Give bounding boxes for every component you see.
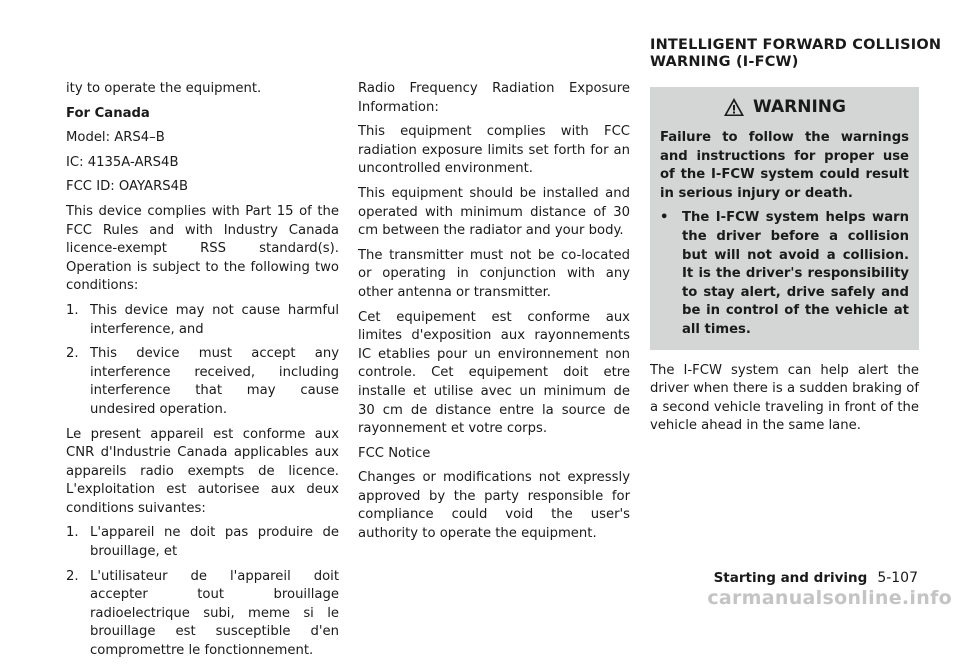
warning-bullet: [660, 209, 909, 339]
page-footer: [714, 570, 918, 586]
footer-section-name: Starting and driving: [713, 570, 868, 586]
paragraph: This device complies with Part 15 of the FCC Rules and with Industry Canada licence-exempt RSS standard(s). Operation is subject to the following two conditions:: [66, 203, 339, 294]
paragraph: Cet equipement est conforme aux limites d'exposition aux rayonnements IC etablies pour un environnement non controle. Cet equipement doit etre installe et utilise avec un minimum de 30 cm de distance entre la source de rayonnement et votre corps.: [358, 309, 630, 437]
list-item: [66, 524, 339, 561]
list-text: L'utilisateur de l'appareil doit accepter tout brouillage radioelectrique subi, meme si le brouillage est susceptible d'en compromettre le fonctionnement.: [90, 568, 339, 659]
paragraph: This equipment complies with FCC radiation exposure limits set forth for an uncontrolled environment.: [358, 124, 630, 177]
list-text: This device must accept any interference received, including interference that may cause undesired operation.: [90, 346, 339, 417]
ic-line: IC: 4135A-ARS4B: [66, 154, 179, 170]
conditions-list-fr: [66, 524, 339, 660]
paragraph: Le present appareil est conforme aux CNR d'Industrie Canada applicables aux appareils radio exempts de licence. L'exploitation est autorisee aux deux conditions suivantes:: [66, 426, 339, 516]
warning-text: Failure to follow the warnings and instructions for proper use of the I-FCW system could result in serious injury or death.: [660, 130, 909, 201]
list-text: L'appareil ne doit pas produire de brouillage, et: [90, 525, 339, 560]
list-number: 2.: [66, 568, 79, 584]
list-text: This device may not cause harmful interference, and: [90, 302, 339, 337]
subheading-for-canada: For Canada: [66, 105, 150, 121]
paragraph: Changes or modifications not expressly approved by the party responsible for compliance could void the user's authority to operate the equipment.: [358, 470, 630, 542]
list-item: [66, 302, 339, 339]
paragraph: ity to operate the equipment.: [66, 81, 262, 96]
fcc-notice-heading: FCC Notice: [358, 445, 431, 461]
list-number: 2.: [66, 346, 79, 362]
watermark: carmanualsonline.info: [707, 587, 952, 609]
fcc-id-line: FCC ID: OAYARS4B: [66, 179, 189, 195]
list-number: 1.: [66, 525, 79, 541]
column-left: [66, 80, 339, 667]
warning-triangle-icon: [723, 97, 745, 117]
warning-title: WARNING: [753, 96, 846, 117]
conditions-list-en: [66, 302, 339, 420]
list-number: 1.: [66, 302, 79, 318]
warning-box: [650, 87, 919, 350]
page-number: 5-107: [877, 570, 918, 586]
model-line: Model: ARS4–B: [66, 130, 165, 146]
section-title-line: INTELLIGENT FORWARD COLLISION: [650, 37, 942, 53]
bullet-mark: •: [660, 210, 669, 226]
paragraph: The transmitter must not be co-located or operating in conjunction with any other antenna or transmitter.: [358, 247, 630, 300]
warning-header: [660, 97, 909, 117]
section-title-line: WARNING (I-FCW): [650, 54, 799, 70]
paragraph: Radio Frequency Radiation Exposure Information:: [358, 81, 630, 115]
section-title: [650, 37, 950, 71]
warning-bullet-text: The I-FCW system helps warn the driver before a collision but will not avoid a collision. It is the driver's responsibility to stay alert, drive safely and be in control of the vehicle at all times.: [682, 210, 909, 337]
column-middle: [358, 80, 630, 550]
column-right: [650, 87, 919, 442]
list-item: [66, 345, 339, 419]
paragraph: This equipment should be installed and operated with minimum distance of 30 cm between the radiator and your body.: [358, 185, 630, 239]
paragraph: The I-FCW system can help alert the driver when there is a sudden braking of a second vehicle traveling in front of the vehicle ahead in the same lane.: [650, 362, 919, 434]
list-item: [66, 568, 339, 661]
